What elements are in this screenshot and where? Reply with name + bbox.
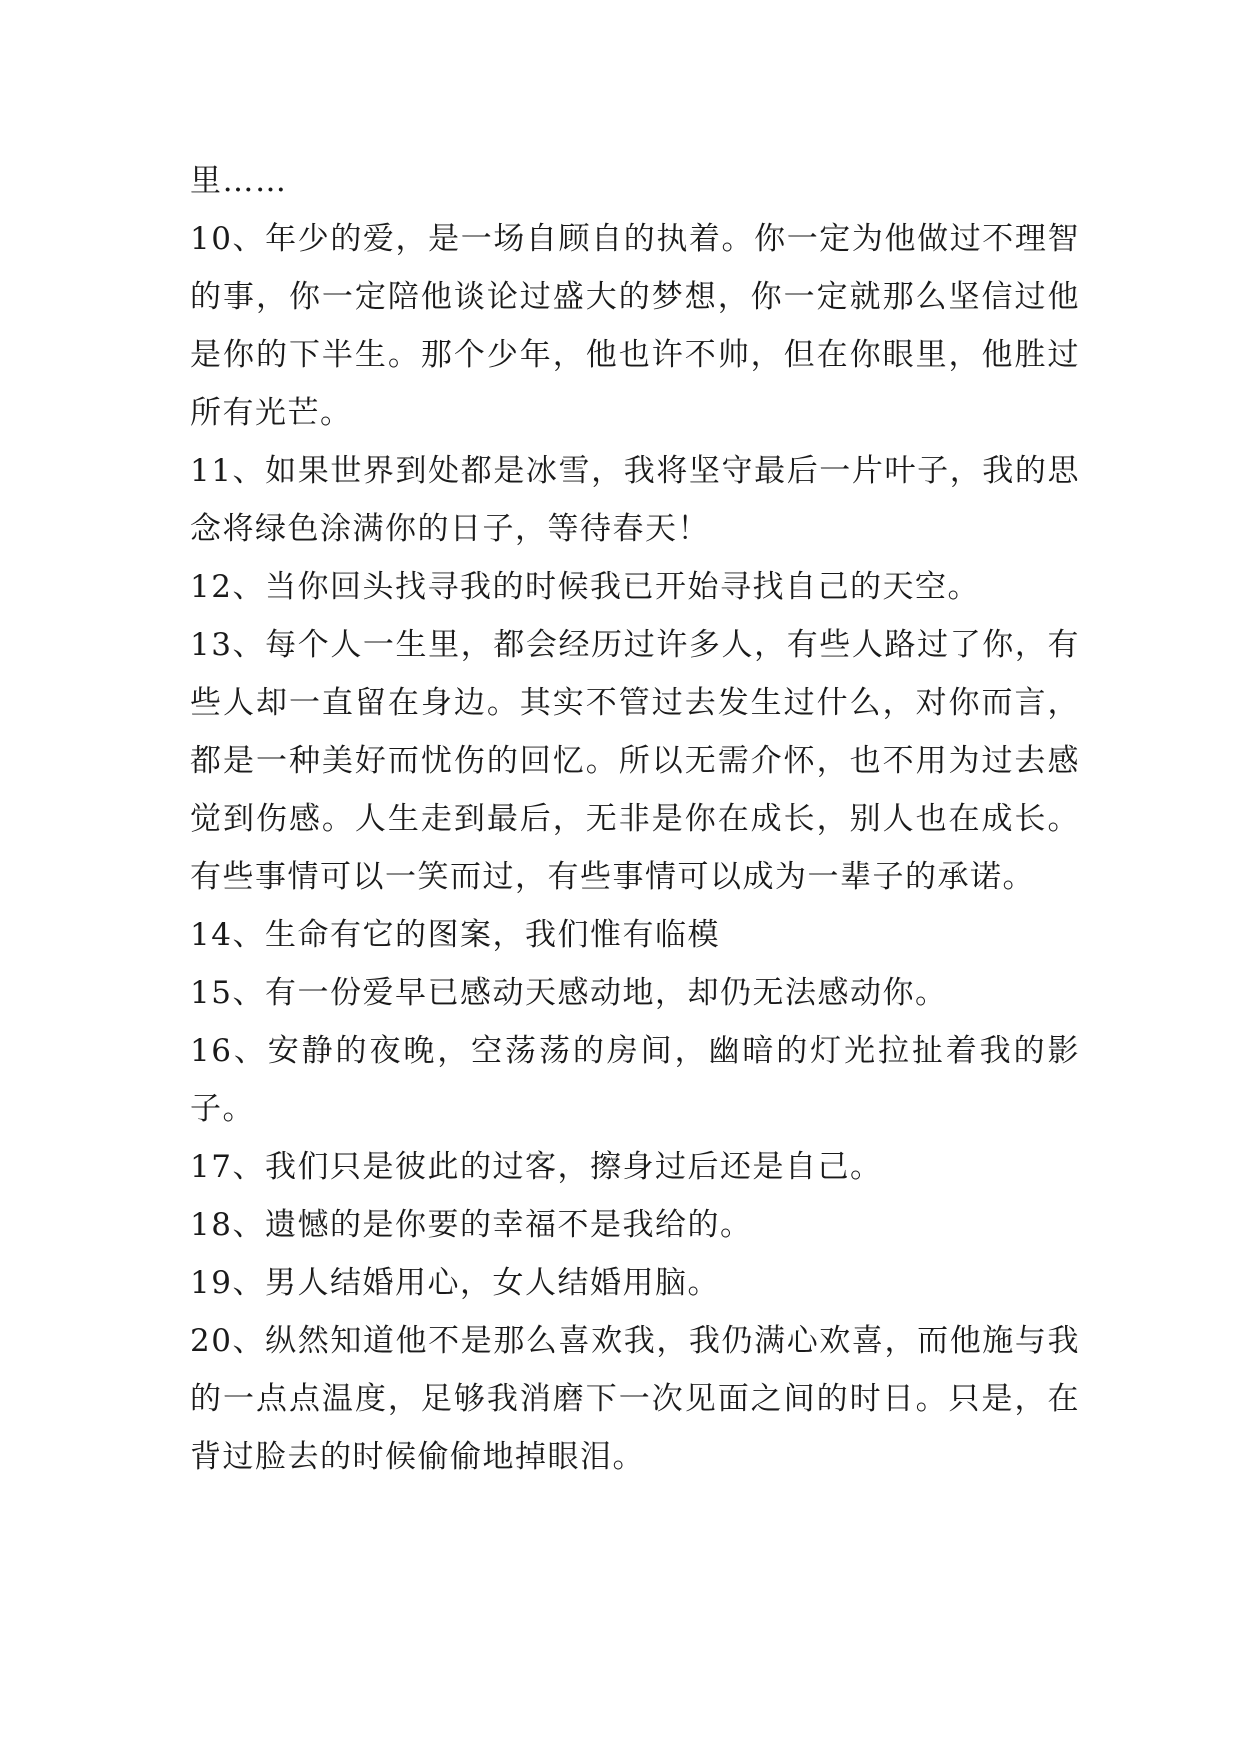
paragraph-15: 15、有一份爱早已感动天感动地，却仍无法感动你。 — [190, 975, 948, 1011]
paragraph-11: 11、如果世界到处都是冰雪，我将坚守最后一片叶子，我的思念将绿色涂满你的日子，等待春天！ — [190, 453, 1080, 547]
paragraph-10: 10、年少的爱，是一场自顾自的执着。你一定为他做过不理智的事，你一定陪他谈论过盛大的梦想，你一定就那么坚信过他是你的下半生。那个少年，他也许不帅，但在你眼里，他胜过所有光芒。 — [190, 221, 1080, 431]
paragraph-18: 18、遗憾的是你要的幸福不是我给的。 — [190, 1207, 753, 1243]
paragraph-13: 13、每个人一生里，都会经历过许多人，有些人路过了你，有些人却一直留在身边。其实不管过去发生过什么，对你而言，都是一种美好而忧伤的回忆。所以无需介怀，也不用为过去感觉到伤感。人生走到最后，无非是你在成长，别人也在成长。有些事情可以一笑而过，有些事情可以成为一辈子的承诺。 — [190, 627, 1080, 895]
paragraph-16: 16、安静的夜晚，空荡荡的房间，幽暗的灯光拉扯着我的影子。 — [190, 1033, 1080, 1127]
paragraph-20: 20、纵然知道他不是那么喜欢我，我仍满心欢喜，而他施与我的一点点温度，足够我消磨下一次见面之间的时日。只是，在背过脸去的时候偷偷地掉眼泪。 — [190, 1323, 1080, 1475]
paragraph-12: 12、当你回头找寻我的时候我已开始寻找自己的天空。 — [190, 569, 980, 605]
paragraph-continuation: 里…… — [190, 163, 288, 199]
document-body — [190, 152, 1080, 1486]
paragraph-17: 17、我们只是彼此的过客，擦身过后还是自己。 — [190, 1149, 883, 1185]
paragraph-14: 14、生命有它的图案，我们惟有临模 — [190, 917, 720, 953]
paragraph-19: 19、男人结婚用心，女人结婚用脑。 — [190, 1265, 720, 1301]
